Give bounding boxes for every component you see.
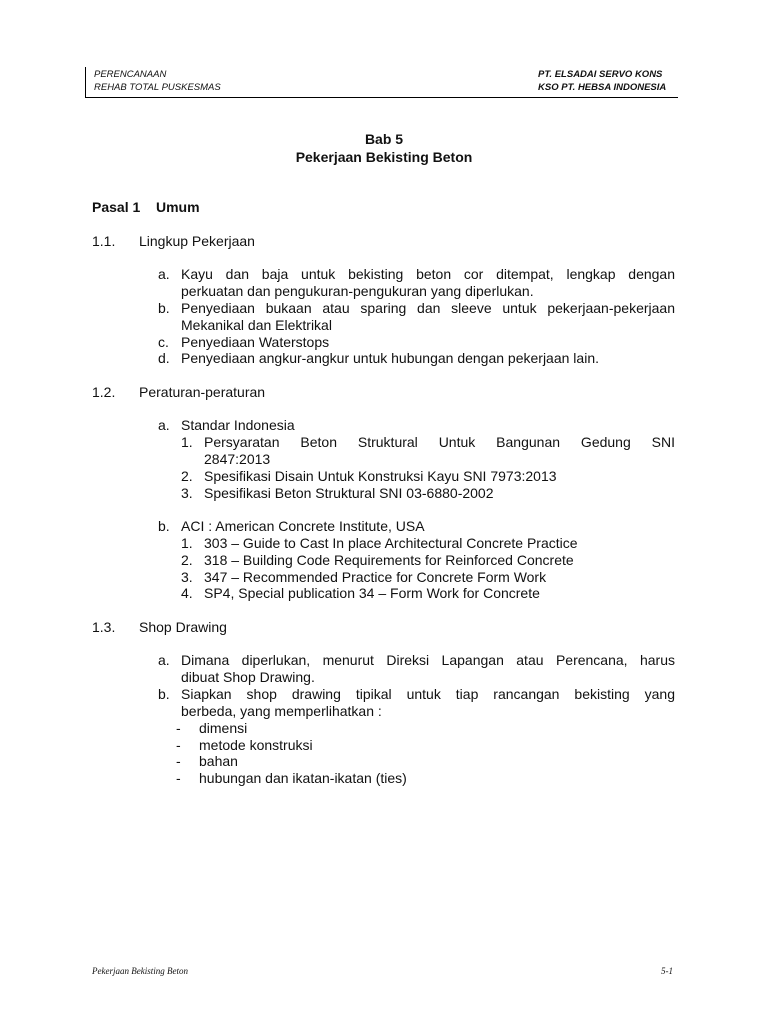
list-number: 4.	[181, 585, 193, 601]
dash-marker: -	[176, 737, 181, 753]
list-item-text: Penyediaan Waterstops	[181, 334, 330, 350]
list-item-text: Kayu dan baja untuk bekisting beton cor ditempat, lengkap dengan	[181, 266, 675, 282]
section-title: Shop Drawing	[139, 619, 227, 635]
list-marker: d.	[158, 350, 170, 366]
footer-title: Pekerjaan Bekisting Beton	[92, 966, 188, 976]
section-number: 1.2.	[92, 384, 116, 400]
pasal-title: Umum	[156, 199, 200, 215]
list-item-text: Spesifikasi Disain Untuk Konstruksi Kayu SNI 7973:2013	[204, 468, 557, 484]
list-item-text: Penyediaan bukaan atau sparing dan sleeve untuk pekerjaan-pekerjaan	[181, 300, 675, 316]
list-item-text: Spesifikasi Beton Struktural SNI 03-6880-2002	[204, 485, 494, 501]
pasal-number: Pasal 1	[92, 199, 141, 215]
list-marker: a.	[158, 417, 170, 433]
list-marker: b.	[158, 518, 170, 534]
dash-marker: -	[176, 720, 181, 736]
section-title: Peraturan-peraturan	[139, 384, 266, 400]
list-item-text: dibuat Shop Drawing.	[181, 669, 315, 685]
list-number: 3.	[181, 485, 193, 501]
dash-marker: -	[176, 753, 181, 769]
list-item-text: perkuatan dan pengukuran-pengukuran yang diperlukan.	[181, 283, 534, 299]
chapter-number: Bab 5	[364, 131, 404, 147]
page-number: 5-1	[661, 966, 673, 976]
list-item-text: 347 – Recommended Practice for Concrete Form Work	[204, 569, 547, 585]
subsection-label: ACI : American Concrete Institute, USA	[181, 518, 425, 534]
dash-marker: -	[176, 770, 181, 786]
list-item-text: berbeda, yang memperlihatkan :	[181, 703, 382, 719]
chapter-title: Pekerjaan Bekisting Beton	[295, 149, 473, 165]
list-item-text: Dimana diperlukan, menurut Direksi Lapangan atau Perencana, harus	[181, 652, 675, 668]
list-marker: b.	[158, 686, 170, 702]
dash-item-text: bahan	[199, 753, 238, 769]
page-header	[85, 67, 678, 98]
dash-item-text: hubungan dan ikatan-ikatan (ties)	[199, 770, 407, 786]
header-subproject: REHAB TOTAL PUSKESMAS	[94, 82, 221, 93]
list-number: 3.	[181, 569, 193, 585]
list-marker: a.	[158, 266, 170, 282]
header-partner	[538, 82, 666, 94]
list-item-text: 2847:2013	[204, 451, 271, 467]
subsection-label: Standar Indonesia	[181, 417, 295, 433]
list-item-text: Penyediaan angkur-angkur untuk hubungan dengan pekerjaan lain.	[181, 350, 599, 366]
list-marker: c.	[158, 334, 169, 350]
list-number: 2.	[181, 552, 193, 568]
list-item-text: SP4, Special publication 34 – Form Work for Concrete	[204, 585, 540, 601]
list-marker: b.	[158, 300, 170, 316]
list-item-text: 303 – Guide to Cast In place Architectural Concrete Practice	[204, 535, 578, 551]
list-number: 1.	[181, 434, 193, 450]
section-title: Lingkup Pekerjaan	[139, 233, 255, 249]
list-number: 2.	[181, 468, 193, 484]
list-number: 1.	[181, 535, 193, 551]
section-number: 1.1.	[92, 233, 116, 249]
header-project: PERENCANAAN	[94, 69, 167, 80]
dash-item-text: metode konstruksi	[199, 737, 313, 753]
header-partner-prefix: KSO	[538, 82, 559, 93]
dash-item-text: dimensi	[199, 720, 248, 736]
list-item-text: 318 – Building Code Requirements for Reinforced Concrete	[204, 552, 574, 568]
list-marker: a.	[158, 652, 170, 668]
list-item-text: Mekanikal dan Elektrikal	[181, 317, 332, 333]
header-partner-name: PT. HEBSA INDONESIA	[561, 82, 667, 93]
header-company: PT. ELSADAI SERVO KONS	[538, 69, 663, 80]
section-number: 1.3.	[92, 619, 116, 635]
list-item-text: Siapkan shop drawing tipikal untuk tiap rancangan bekisting yang	[181, 686, 675, 702]
list-item-text: Persyaratan Beton Struktural Untuk Bangunan Gedung SNI	[204, 434, 675, 450]
